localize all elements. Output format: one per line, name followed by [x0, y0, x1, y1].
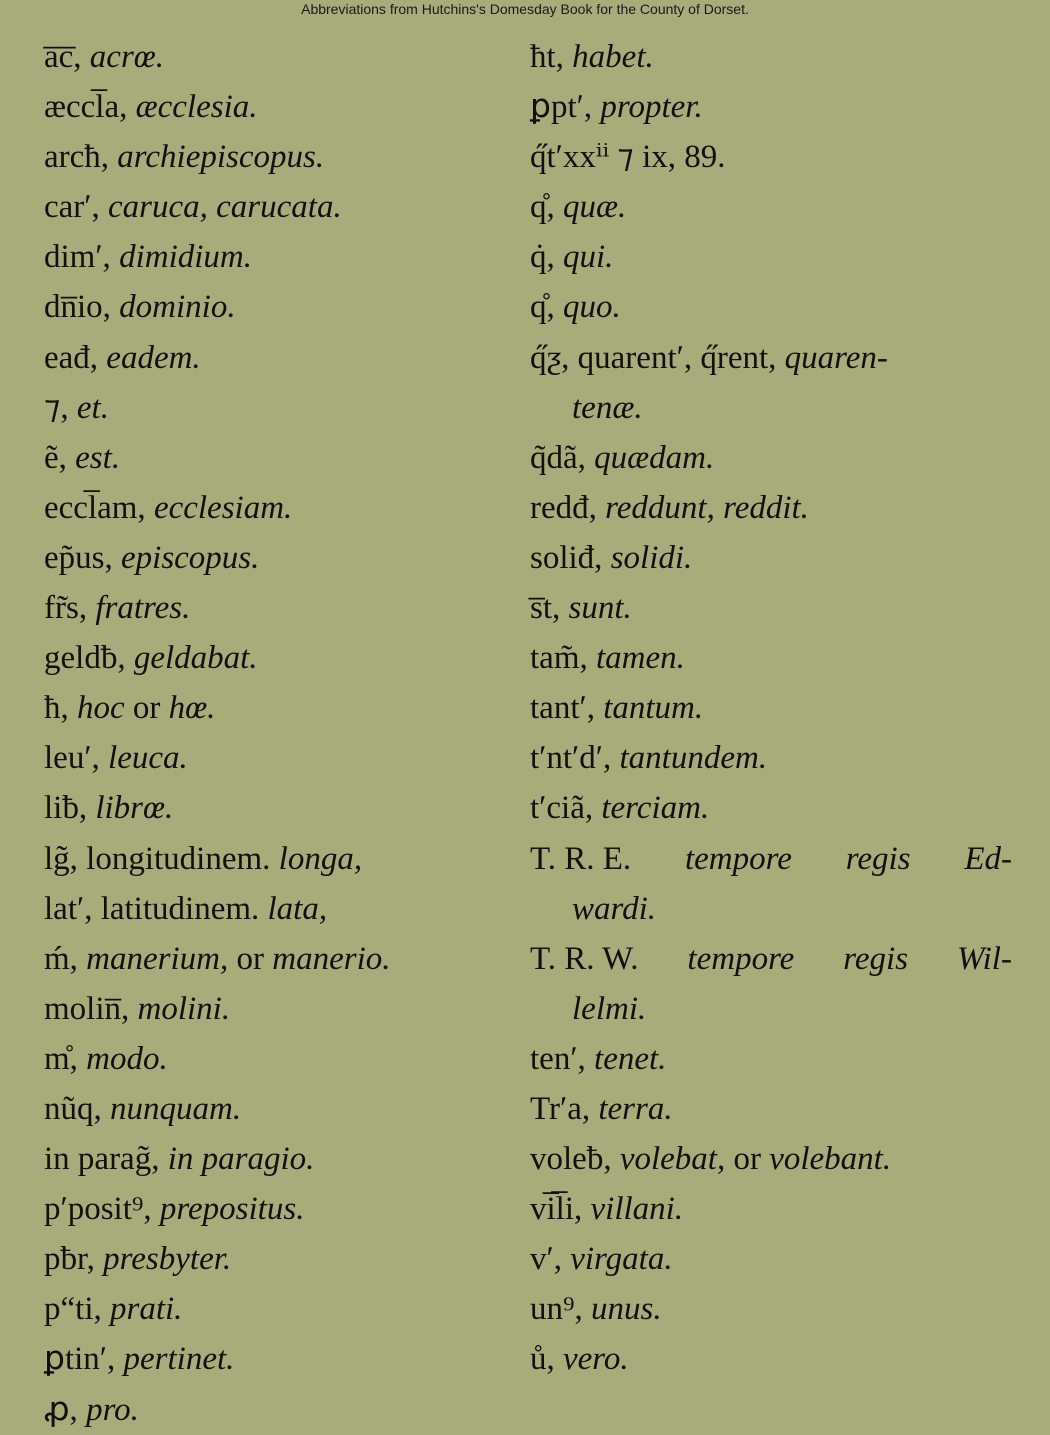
glossary-entry [530, 733, 1020, 783]
expansion: et. [76, 389, 109, 426]
glossary-entry [530, 483, 1020, 533]
entry-note: latitudinem. [100, 890, 260, 927]
expansion: tantum. [603, 690, 704, 727]
abbreviation: redđ, [530, 489, 597, 526]
expansion: quo. [563, 289, 621, 326]
abbreviation: a̅c̅, [44, 39, 82, 75]
left-column [44, 32, 514, 1435]
expansion-alt: reddit. [723, 489, 809, 526]
glossary-entry [530, 683, 1020, 733]
glossary-entry [530, 232, 1020, 282]
glossary-entry-continuation [530, 383, 1020, 433]
abbreviation: ꝑptʹ, [530, 89, 593, 126]
abbreviation: nũq, [44, 1090, 102, 1127]
abbreviation: vʹ, [530, 1241, 562, 1278]
expansion: terra. [598, 1090, 673, 1127]
expansion: archiepiscopus. [117, 139, 325, 176]
expansion: sunt. [568, 590, 632, 627]
expansion: tenæ. [572, 389, 643, 426]
expansion: wardi. [572, 890, 657, 927]
expansion: caruca, carucata. [108, 189, 342, 226]
abbreviation: q̃dã, [530, 439, 586, 476]
glossary-entry [530, 1184, 1020, 1234]
expansion: villani. [590, 1191, 684, 1228]
glossary-entry [44, 132, 514, 182]
abbreviation: q̇, [530, 239, 555, 276]
abbreviation: leuʹ, [44, 740, 100, 777]
abbreviation: tenʹ, [530, 1040, 586, 1077]
expansion-alt: manerio. [272, 940, 391, 977]
glossary-entry [530, 1334, 1020, 1384]
glossary-entry [530, 633, 1020, 683]
abbreviation: ů, [530, 1341, 555, 1378]
glossary-entry [530, 783, 1020, 833]
abbreviation: eccl̅am, [44, 489, 146, 526]
entry-note: quarentʹ, [577, 339, 693, 376]
entry-note: q̋rent, [700, 339, 777, 376]
glossary-entry [530, 1134, 1020, 1184]
abbreviation: ꝓ, [44, 1391, 78, 1428]
glossary-entry [44, 984, 514, 1034]
abbreviation: carʹ, [44, 189, 100, 226]
abbreviation: ⁊, [44, 389, 69, 426]
abbreviation: tam̃, [530, 640, 588, 677]
expansion: pro. [86, 1391, 139, 1428]
glossary-entry [44, 232, 514, 282]
glossary-entry [530, 1034, 1020, 1084]
expansion: virgata. [570, 1241, 673, 1278]
expansion: qui. [563, 239, 614, 276]
page-title: Abbreviations from Hutchins's Domesday Book for the County of Dorset. [301, 1, 749, 17]
abbreviation: dn̅io, [44, 289, 111, 326]
glossary-entry [44, 1034, 514, 1084]
glossary-entry [44, 182, 514, 232]
glossary-entry [530, 583, 1020, 633]
expansion: lelmi. [572, 990, 647, 1027]
abbreviation: ḿ, [44, 940, 78, 977]
abbreviation: q̊, [530, 189, 555, 226]
glossary-entry [44, 433, 514, 483]
glossary-entry [44, 333, 514, 383]
expansion: librœ. [95, 790, 174, 827]
expansion: prepositus. [159, 1191, 305, 1228]
expansion: hoc [77, 690, 125, 727]
glossary-entry [530, 1234, 1020, 1284]
expansion-part: Wil- [956, 940, 1012, 977]
expansion: vero. [563, 1341, 629, 1378]
abbreviation: un⁹, [530, 1291, 583, 1328]
glossary-entry [530, 132, 1020, 182]
glossary-entry [530, 1284, 1020, 1334]
glossary-entry [530, 333, 1020, 383]
glossary-entry [44, 483, 514, 533]
abbreviation: latʹ, [44, 890, 93, 927]
expansion: lata, [267, 890, 328, 927]
expansion-alt: hœ. [168, 690, 216, 727]
glossary-entry [530, 934, 1020, 984]
abbreviation: q̋ƺ, [530, 339, 570, 376]
abbreviation: liƀ, [44, 790, 88, 827]
glossary-entry [44, 884, 514, 934]
glossary-entry [44, 282, 514, 332]
expansion-alt: volebant. [769, 1141, 892, 1178]
abbreviation: q̋tʹxxⁱⁱ [530, 139, 610, 176]
expansion: longa, [278, 840, 363, 877]
abbreviation: fr̃s, [44, 590, 88, 627]
glossary-entry [44, 733, 514, 783]
expansion: prati. [109, 1291, 183, 1328]
abbreviation: ep̃us, [44, 539, 113, 576]
expansion: est. [75, 439, 121, 476]
glossary-entry [44, 1184, 514, 1234]
expansion: fratres. [95, 590, 191, 627]
expansion: nunquam. [110, 1090, 242, 1127]
abbreviation: ꝑtinʹ, [44, 1341, 116, 1378]
glossary-entry [530, 282, 1020, 332]
expansion: leuca. [108, 740, 188, 777]
glossary-entry [44, 533, 514, 583]
expansion: modo. [86, 1040, 168, 1077]
glossary-entry [530, 82, 1020, 132]
abbreviation: molin̅, [44, 990, 130, 1027]
abbreviation: tantʹ, [530, 690, 595, 727]
abbreviation: m̊, [44, 1040, 78, 1077]
connector-word: or [733, 1141, 761, 1178]
expansion-part: Ed- [964, 840, 1012, 877]
abbreviation: T. R. E. [530, 840, 632, 877]
abbreviation: q̊, [530, 289, 555, 326]
abbreviation: ẽ, [44, 439, 67, 476]
glossary-entry [44, 82, 514, 132]
expansion: quaren- [784, 339, 888, 376]
expansion: tenet. [594, 1040, 667, 1077]
expansion: unus. [591, 1291, 662, 1328]
glossary-entry [530, 433, 1020, 483]
abbreviation: eađ, [44, 339, 99, 376]
glossary-entry [530, 1084, 1020, 1134]
entry-note: longitudinem. [86, 840, 271, 877]
expansion-part: tempore [687, 940, 795, 977]
expansion: molini. [137, 990, 231, 1027]
glossary-entry [44, 633, 514, 683]
abbreviation: tʹciã, [530, 790, 594, 827]
expansion: manerium, [86, 940, 229, 977]
glossary-entry [530, 182, 1020, 232]
glossary-entry [44, 834, 514, 884]
expansion: solidi. [610, 539, 693, 576]
expansion: dominio. [119, 289, 236, 326]
connector-word: or [236, 940, 264, 977]
glossary-entry [44, 1284, 514, 1334]
expansion: episcopus. [121, 539, 260, 576]
glossary-entry [44, 1084, 514, 1134]
glossary-entry [44, 934, 514, 984]
glossary-entry [44, 583, 514, 633]
glossary-entry [44, 1385, 514, 1435]
abbreviation: T. R. W. [530, 940, 639, 977]
right-column [530, 32, 1020, 1385]
glossary-entry [44, 1134, 514, 1184]
expansion: quæ. [563, 189, 627, 226]
abbreviation: ħ, [44, 690, 69, 727]
expansion: ecclesiam. [153, 489, 293, 526]
entry-note: ⁊ ix, 89. [617, 139, 726, 176]
glossary-entry [44, 383, 514, 433]
expansion-part: tempore [684, 840, 792, 877]
abbreviation: p“ti, [44, 1291, 102, 1328]
expansion: tantundem. [619, 740, 768, 777]
glossary-entry [44, 1334, 514, 1384]
glossary-entry-continuation [530, 984, 1020, 1034]
abbreviation: lg̃, [44, 840, 78, 877]
abbreviation: dimʹ, [44, 239, 111, 276]
expansion: quædam. [594, 439, 715, 476]
expansion: dimidium. [119, 239, 252, 276]
glossary-entry [530, 834, 1020, 884]
glossary-entry [44, 783, 514, 833]
abbreviation: geldƀ, [44, 640, 126, 677]
expansion-part: regis [843, 940, 909, 977]
expansion-part: regis [845, 840, 911, 877]
glossary-entry [530, 32, 1020, 82]
expansion: habet. [572, 39, 654, 75]
expansion: volebat, [619, 1141, 726, 1178]
expansion: presbyter. [103, 1241, 232, 1278]
abbreviation: ħt, [530, 39, 564, 75]
abbreviation: voleƀ, [530, 1141, 612, 1178]
glossary-entry-continuation [530, 884, 1020, 934]
expansion: in paragio. [167, 1141, 315, 1178]
expansion: tamen. [595, 640, 685, 677]
abbreviation: Trʹa, [530, 1090, 591, 1127]
glossary-entry [44, 32, 514, 82]
expansion: acrœ. [89, 39, 165, 75]
abbreviation: soliđ, [530, 539, 603, 576]
abbreviation: vi̅l̅i, [530, 1191, 583, 1228]
glossary-entry [44, 1234, 514, 1284]
abbreviation: arcħ, [44, 139, 110, 176]
connector-word: or [132, 690, 161, 727]
expansion: propter. [600, 89, 703, 126]
expansion: pertinet. [123, 1341, 235, 1378]
expansion: geldabat. [133, 640, 258, 677]
expansion: reddunt, [605, 489, 715, 526]
expansion: eadem. [106, 339, 201, 376]
glossary-entry [530, 533, 1020, 583]
abbreviation: pƀr, [44, 1241, 95, 1278]
abbreviation: in parag̃, [44, 1141, 160, 1178]
abbreviation: tʹntʹdʹ, [530, 740, 612, 777]
abbreviation: æccl̅a, [44, 89, 128, 126]
glossary-entry [44, 683, 514, 733]
abbreviation: s̅t, [530, 590, 561, 627]
expansion: æcclesia. [135, 89, 258, 126]
abbreviation: pʹposit⁹, [44, 1191, 152, 1228]
expansion: terciam. [601, 790, 710, 827]
